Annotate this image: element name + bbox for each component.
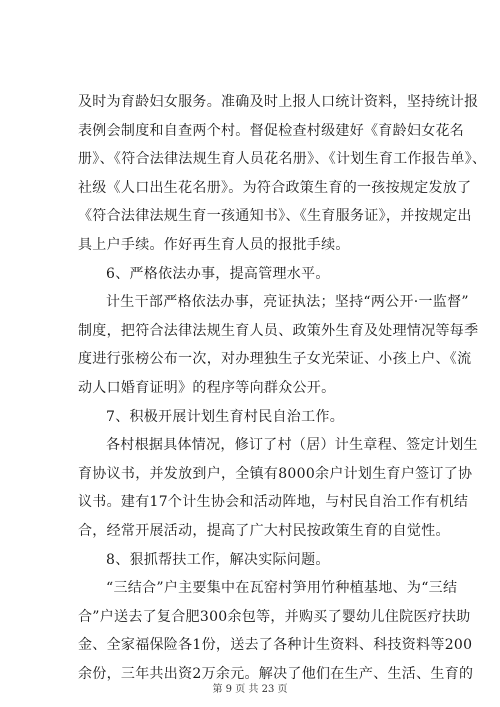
body-line: 及时为育龄妇女服务。准确及时上报人口统计资料，坚持统计报 xyxy=(78,94,479,110)
body-line: 计生干部严格依法办事，亮证执法；坚持“两公开·一监督” xyxy=(106,294,469,311)
body-line: 育协议书，并发放到户，全镇有8000余户计划生育户签订了协 xyxy=(78,465,473,482)
body-line: 度进行张榜公布一次，对办理独生子女光荣证、小孩上户、《流 xyxy=(78,351,472,368)
body-line: 册》、《符合法律法规生育人员花名册》、《计划生育工作报告单》、 xyxy=(78,151,487,168)
section-heading-7: 7、积极开展计划生育村民自治工作。 xyxy=(106,408,345,425)
body-line: 合”户送去了复合肥300余包等，并购买了婴幼儿住院医疗扶助 xyxy=(78,608,471,625)
body-line: 表例会制度和自查两个村。督促检查村级建好《育龄妇女花名 xyxy=(78,122,465,139)
body-line: 议书。建有17个计生协会和活动阵地，与村民自治工作有机结 xyxy=(78,494,469,511)
body-line: 余份，三年共出资2万余元。解决了他们在生产、生活、生育的 xyxy=(78,665,474,682)
body-line: 社级《人口出生花名册》。为符合政策生育的一孩按规定发放了 xyxy=(78,179,472,196)
body-line: 制度，把符合法律法规生育人员、政策外生育及处理情况等每季 xyxy=(78,322,479,339)
section-heading-8: 8、狠抓帮扶工作，解决实际问题。 xyxy=(106,551,330,568)
body-line: 《符合法律法规生育一孩通知书》、《生育服务证》，并按规定出 xyxy=(78,208,472,225)
body-line: 合，经常开展活动，提高了广大村民按政策生育的自觉性。 xyxy=(78,522,450,539)
body-line: 动人口婚育证明》的程序等向群众公开。 xyxy=(78,379,336,396)
body-line: 具上户手续。作好再生育人员的报批手续。 xyxy=(78,236,350,253)
document-body xyxy=(78,88,487,688)
page-number-footer: 第 9 页 共 23 页 xyxy=(212,684,288,695)
body-line: 金、全家福保险各1份，送去了各种计生资料、科技资料等200 xyxy=(78,637,473,654)
body-line: 各村根据具体情况，修订了村（居）计生章程、签定计划生 xyxy=(106,437,478,454)
body-line: “三结合”户主要集中在瓦窑村笋用竹种植基地、为“三结 xyxy=(106,580,458,597)
section-heading-6: 6、严格依法办事，提高管理水平。 xyxy=(106,265,330,282)
